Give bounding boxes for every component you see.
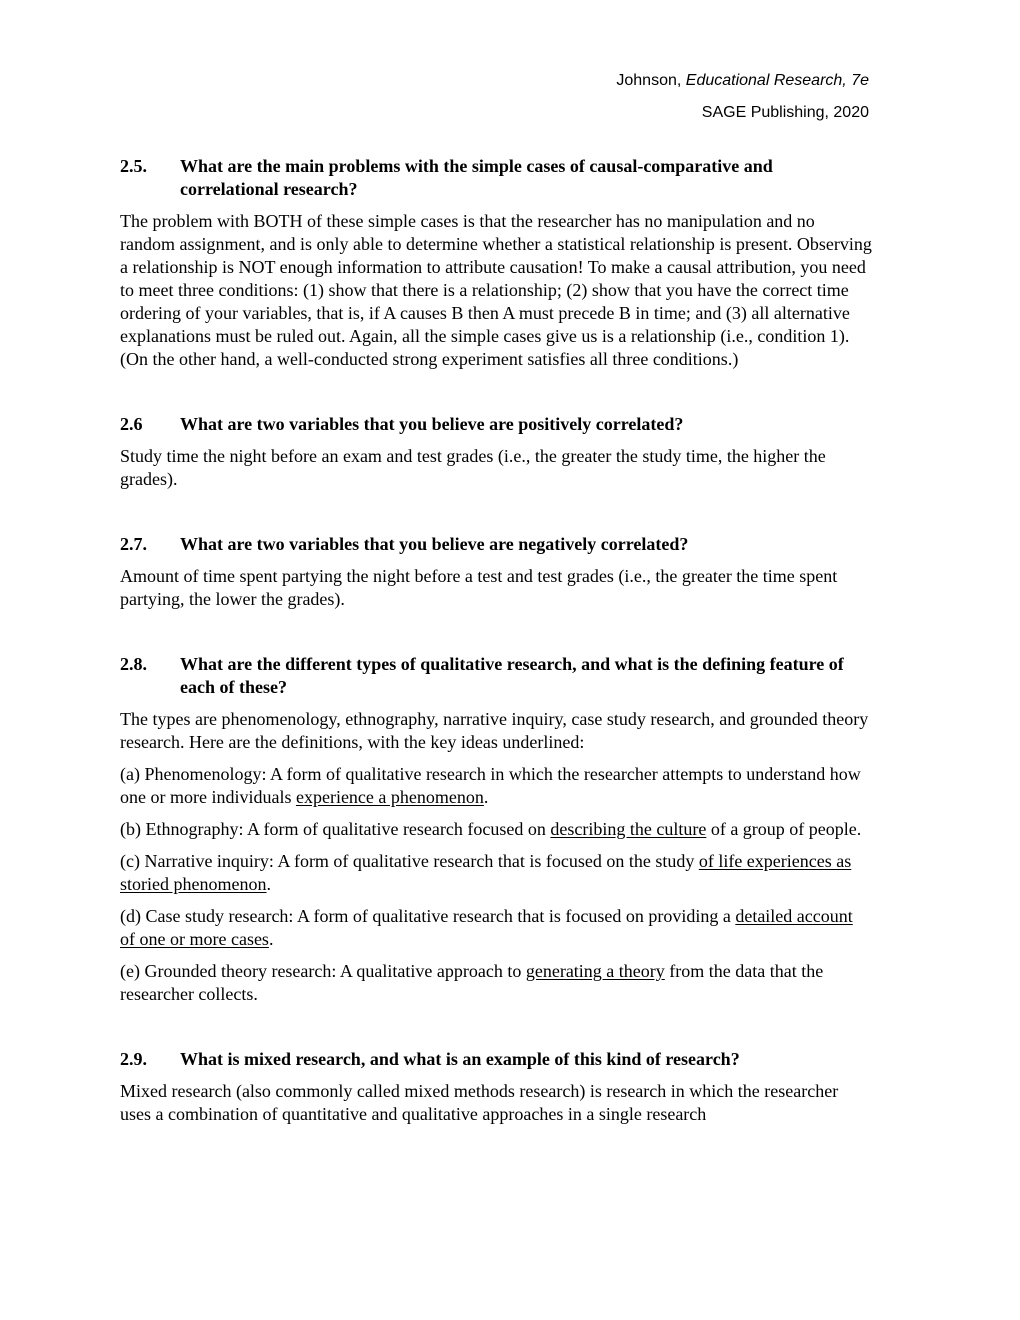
key-idea: detailed account of one or more cases (120, 906, 853, 949)
definition-grounded-theory: (e) Grounded theory research: A qualitative approach to generating a theory from the data that the researcher collects. (120, 961, 824, 1004)
answer-2-8-intro: The types are phenomenology, ethnography, narrative inquiry, case study research, and grounded theory research. Here are the definitions, with the key ideas underlined: (120, 709, 869, 752)
header-publisher: SAGE Publishing, 2020 (701, 104, 869, 121)
question-text: What are two variables that you believe are positively correlated? (180, 414, 684, 434)
question-2-8 (120, 653, 872, 699)
question-text: What are the different types of qualitative research, and what is the defining feature of each of these? (180, 654, 844, 697)
page-header (616, 70, 869, 124)
question-number: 2.5. (120, 156, 147, 176)
question-text: What is mixed research, and what is an example of this kind of research? (180, 1049, 740, 1069)
definition-phenomenology: (a) Phenomenology: A form of qualitative research in which the researcher attempts to understand how one or more individuals experience a phenomenon. (120, 764, 861, 807)
key-idea: of life experiences as storied phenomenon (120, 851, 852, 894)
header-citation (616, 70, 869, 92)
question-2-9 (120, 1048, 872, 1071)
key-idea: describing the culture (550, 819, 707, 839)
definition-ethnography: (b) Ethnography: A form of qualitative research focused on describing the culture of a group of people. (120, 819, 862, 839)
definition-case-study: (d) Case study research: A form of qualitative research that is focused on providing a detailed account of one or more cases. (120, 906, 853, 949)
question-2-6 (120, 413, 872, 436)
header-book-title: Educational Research, 7e (685, 72, 869, 89)
header-author: Johnson, (616, 72, 686, 89)
question-2-5 (120, 155, 872, 201)
answer-2-6: Study time the night before an exam and test grades (i.e., the greater the study time, the higher the grades). (120, 446, 826, 489)
key-idea: experience a phenomenon (295, 787, 484, 807)
answer-2-9: Mixed research (also commonly called mixed methods research) is research in which the researcher uses a combination of quantitative and qualitative approaches in a single research (120, 1081, 839, 1124)
question-text: What are two variables that you believe are negatively correlated? (180, 534, 689, 554)
document-body (120, 155, 872, 1135)
question-text: What are the main problems with the simple cases of causal-comparative and correlational research? (180, 156, 773, 199)
question-2-7 (120, 533, 872, 556)
key-idea: generating a theory (525, 961, 665, 981)
question-number: 2.7. (120, 534, 147, 554)
answer-2-5: The problem with BOTH of these simple cases is that the researcher has no manipulation and no random assignment, and is only able to determine whether a statistical relationship is present. Observing a relationship is NOT enough information to attribute causation! To make a causal attribution, you need to meet three conditions: (1) show that there is a relationship; (2) show that you have the correct time ordering of your variables, that is, if A causes B then A must precede B in time; and (3) all alternative explanations must be ruled out. Again, all the simple cases give us is a relationship (i.e., condition 1). (On the other hand, a well-conducted strong experiment satisfies all three conditions.) (120, 211, 872, 369)
definition-narrative-inquiry: (c) Narrative inquiry: A form of qualitative research that is focused on the study of life experiences as storied phenomenon. (120, 851, 852, 894)
question-number: 2.8. (120, 654, 147, 674)
question-number: 2.9. (120, 1049, 147, 1069)
question-number: 2.6 (120, 414, 143, 434)
answer-2-7: Amount of time spent partying the night before a test and test grades (i.e., the greater the time spent partying, the lower the grades). (120, 566, 838, 609)
